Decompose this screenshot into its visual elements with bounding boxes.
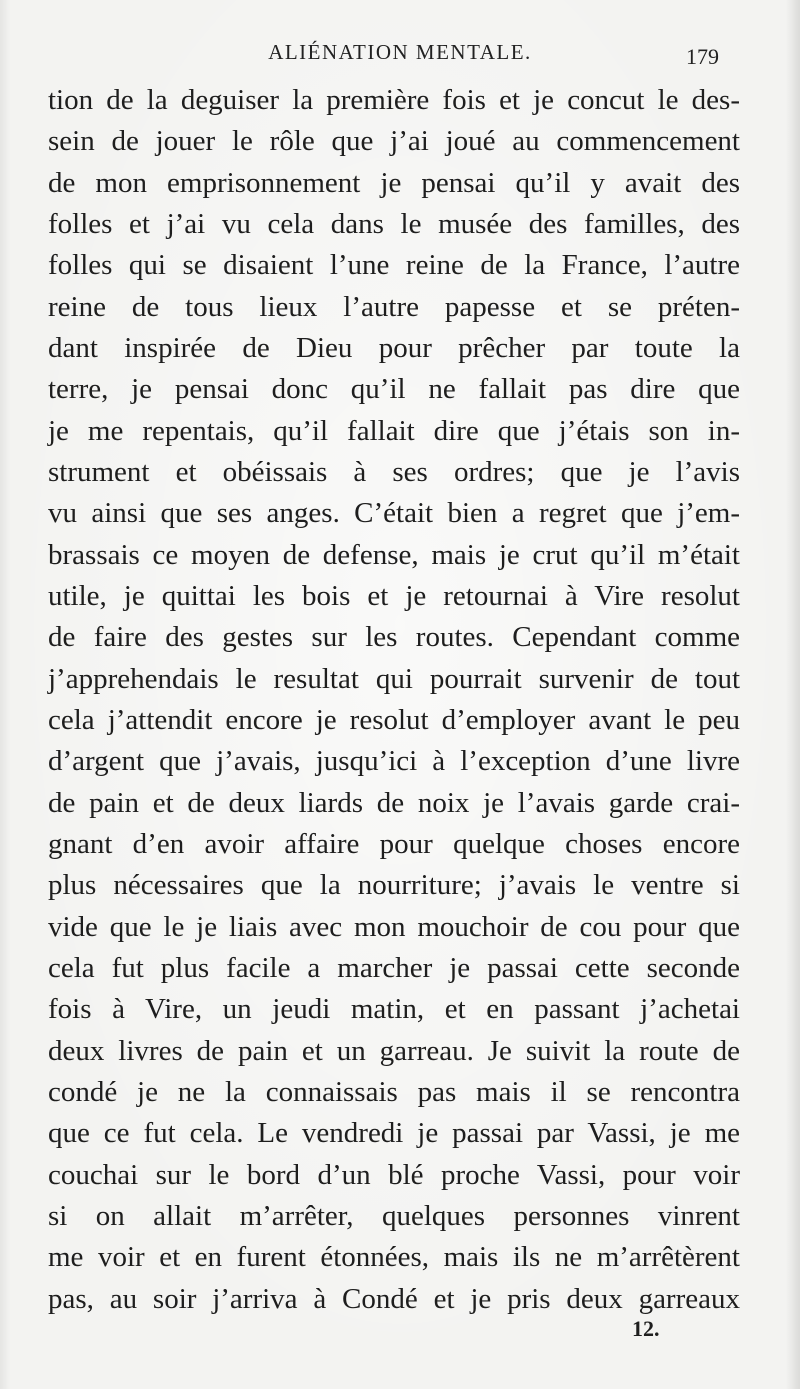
text-line: cela fut plus facile a marcher je passai cette seconde (48, 952, 740, 984)
text-line: cela j’attendit encore je resolut d’employer avant le peu (48, 704, 740, 736)
text-line: strument et obéissais à ses ordres; que je l’avis (48, 456, 740, 488)
text-line: fois à Vire, un jeudi matin, et en passant j’achetai (48, 993, 740, 1025)
text-line: reine de tous lieux l’autre papesse et se préten- (48, 291, 740, 323)
text-line: folles qui se disaient l’une reine de la France, l’autre (48, 249, 740, 281)
text-line: je me repentais, qu’il fallait dire que j’étais son in- (48, 415, 740, 447)
text-line: d’argent que j’avais, jusqu’ici à l’exception d’une livre (48, 745, 740, 777)
text-line: plus nécessaires que la nourriture; j’avais le ventre si (48, 869, 740, 901)
text-line: de pain et de deux liards de noix je l’avais garde crai- (48, 787, 740, 819)
text-line: pas, au soir j’arriva à Condé et je pris deux garreaux (48, 1283, 740, 1315)
text-line: vu ainsi que ses anges. C’était bien a regret que j’em- (48, 497, 740, 529)
signature-mark: 12. (632, 1316, 660, 1341)
text-line: gnant d’en avoir affaire pour quelque choses encore (48, 828, 740, 860)
text-line: dant inspirée de Dieu pour prêcher par toute la (48, 332, 740, 364)
page-edge-shadow-right (786, 0, 800, 1389)
running-title: ALIÉNATION MENTALE. (268, 40, 532, 64)
text-line: vide que le je liais avec mon mouchoir de cou pour que (48, 911, 740, 943)
text-line: utile, je quittai les bois et je retournai à Vire resolut (48, 580, 740, 612)
text-line: me voir et en furent étonnées, mais ils ne m’arrêtèrent (48, 1241, 740, 1273)
text-line: deux livres de pain et un garreau. Je suivit la route de (48, 1035, 740, 1067)
text-line: tion de la deguiser la première fois et je concut le des- (48, 84, 740, 116)
text-line: j’apprehendais le resultat qui pourrait survenir de tout (48, 663, 740, 695)
text-line: sein de jouer le rôle que j’ai joué au commencement (48, 125, 740, 157)
text-line: de mon emprisonnement je pensai qu’il y avait des (48, 167, 740, 199)
text-line: de faire des gestes sur les routes. Cependant comme (48, 621, 740, 653)
text-line: brassais ce moyen de defense, mais je crut qu’il m’était (48, 539, 740, 571)
text-line: couchai sur le bord d’un blé proche Vassi, pour voir (48, 1159, 740, 1191)
text-line: que ce fut cela. Le vendredi je passai par Vassi, je me (48, 1117, 740, 1149)
text-line: si on allait m’arrêter, quelques personnes vinrent (48, 1200, 740, 1232)
page-edge-shadow-left (0, 0, 10, 1389)
text-line: folles et j’ai vu cela dans le musée des familles, des (48, 208, 740, 240)
text-line: terre, je pensai donc qu’il ne fallait pas dire que (48, 373, 740, 405)
page-number: 179 (686, 44, 719, 69)
text-line: condé je ne la connaissais pas mais il se rencontra (48, 1076, 740, 1108)
